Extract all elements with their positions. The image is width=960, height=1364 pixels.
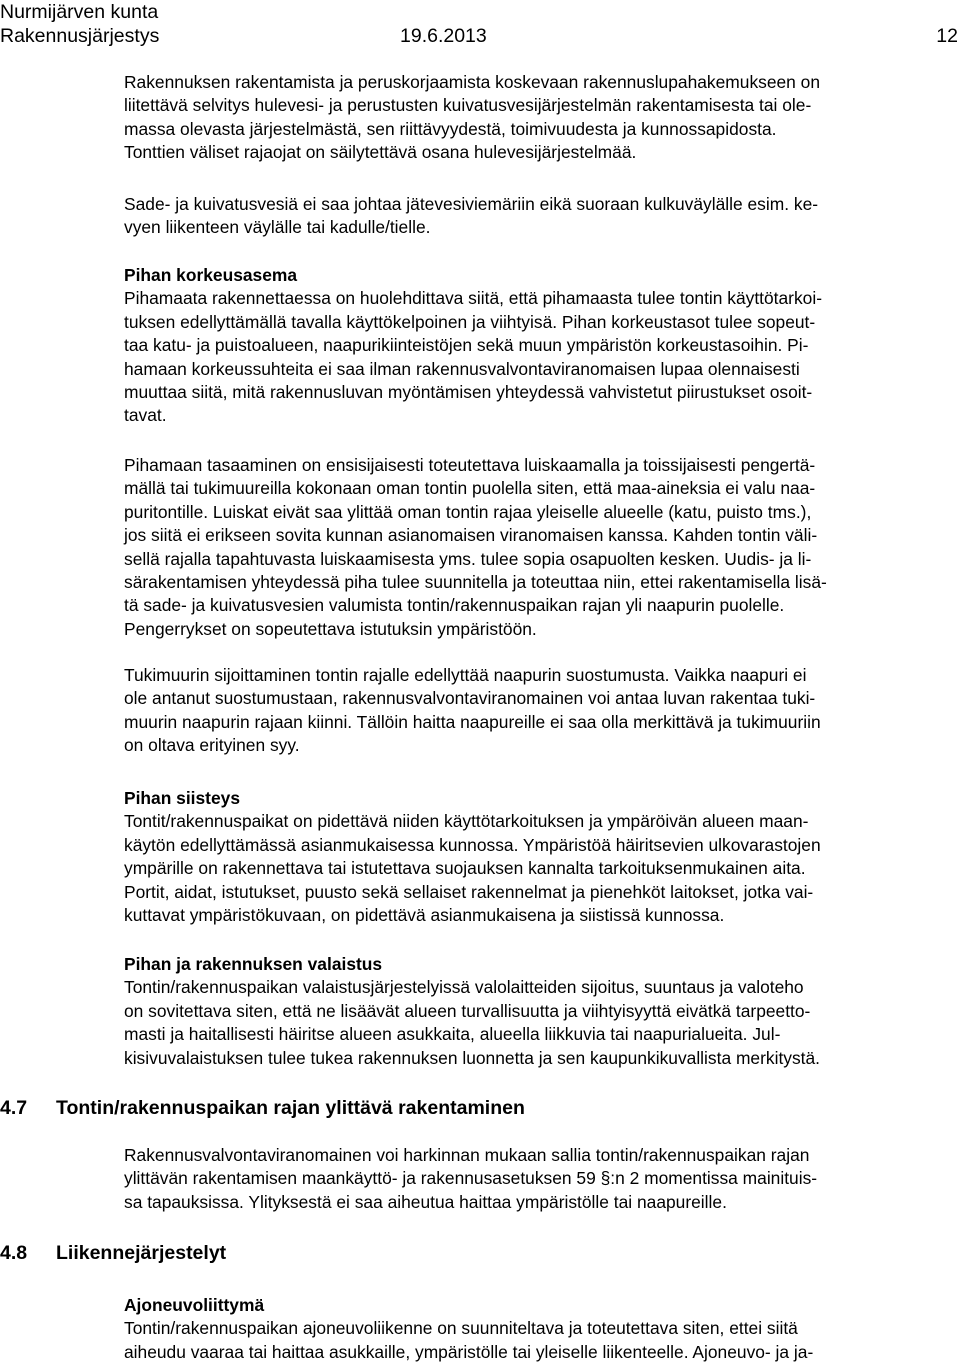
subsection-heading: Pihan siisteys	[124, 788, 240, 808]
text-line: Tukimuurin sijoittaminen tontin rajalle edellyttää naapurin suostumusta. Vaikka naapuri ei	[124, 665, 807, 685]
section-pihan-siisteys	[124, 787, 950, 927]
text-line: massa olevasta järjestelmästä, sen riittävyydestä, toimivuudesta ja kunnossapidosta.	[124, 118, 777, 139]
header-page-number: 12	[936, 25, 958, 47]
text-line: hamaan korkeussuhteita ei saa ilman rakennusvalvontaviranomaisen lupaa olennaisesti	[124, 358, 800, 379]
text-line: muuttaa siitä, mitä rakennusluvan myöntämisen yhteydessä vahvistetut piirustukset osoit-	[124, 382, 813, 403]
header-organization: Nurmijärven kunta	[0, 1, 159, 23]
text-line: Tontin/rakennuspaikan ajoneuvoliikenne on suunniteltava ja toteutettava siten, ettei siitä	[124, 1318, 798, 1339]
section-title: Tontin/rakennuspaikan rajan ylittävä rakentaminen	[56, 1097, 525, 1119]
text-line: muurin naapurin rajaan kiinni. Tällöin haitta naapureille ei saa olla merkittävä ja tukimuuriin	[124, 711, 821, 732]
subsection-heading: Pihan korkeusasema	[124, 265, 298, 285]
section-title: Liikennejärjestelyt	[56, 1242, 227, 1264]
text-line: käytön edellyttämässä asianmukaisessa kunnossa. Ympäristöä häiritsevien ulkovarastojen	[124, 834, 821, 855]
text-line: on sovitettava siten, että ne lisäävät alueen turvallisuutta ja viihtyisyyttä eivätkä tarpeetto-	[124, 1000, 811, 1021]
text-line: Rakennusvalvontaviranomainen voi harkinnan mukaan sallia tontin/rakennuspaikan rajan	[124, 1145, 810, 1165]
header-document-title: Rakennusjärjestys	[0, 25, 160, 47]
text-line: Pengerrykset on sopeutettava istutuksin ympäristöön.	[124, 618, 537, 639]
text-line: ylittävän rakentamisen maankäyttö- ja rakennusasetuksen 59 §:n 2 momentissa mainituis-	[124, 1168, 818, 1189]
text-line: vyen liikenteen väylälle tai kadulle/tielle.	[124, 217, 431, 238]
text-line: Portit, aidat, istutukset, puusto sekä sellaiset rakennelmat ja pienehköt laitokset, jotka vai-	[124, 881, 814, 902]
section-heading-4-7	[0, 1095, 525, 1121]
header-date: 19.6.2013	[400, 25, 487, 47]
section-number: 4.7	[0, 1097, 28, 1119]
text-line: Tontit/rakennuspaikat on pidettävä niiden käyttötarkoituksen ja ympäröivän alueen maan-	[124, 811, 809, 832]
paragraph-tukimuuri	[124, 664, 950, 758]
text-line: taa katu- ja puistoalueen, naapurikiinteistöjen sekä muun ympäristön korkeustasoihin. Pi-	[124, 335, 809, 356]
text-line: Rakennuksen rakentamista ja peruskorjaamista koskevaan rakennuslupahakemukseen on	[124, 72, 821, 92]
section-valaistus	[124, 953, 950, 1070]
text-line: on oltava erityinen syy.	[124, 735, 300, 756]
text-line: puritontille. Luiskat eivät saa ylittää oman tontin rajaa yleiselle alueelle (katu, puisto tms.),	[124, 501, 812, 522]
paragraph-sadevesi	[124, 193, 950, 240]
text-line: tavat.	[124, 405, 167, 426]
section-number: 4.8	[0, 1242, 28, 1264]
paragraph-rajan-ylitys	[124, 1144, 950, 1214]
text-line: tä sade- ja kuivatusvesien valumista tontin/rakennuspaikan rajan yli naapurin puolelle.	[124, 595, 785, 616]
text-line: Pihamaan tasaaminen on ensisijaisesti toteutettava luiskaamalla ja toissijaisesti pengertä-	[124, 455, 816, 475]
text-line: jos siitä ei erikseen sovita kunnan asianomaisen viranomaisen kanssa. Kahden tontin väli-	[124, 525, 818, 546]
text-line: sa tapauksissa. Ylityksestä ei saa aiheutua haittaa ympäristölle tai naapureille.	[124, 1191, 727, 1212]
paragraph-hulevesi	[124, 71, 950, 165]
text-line: liitettävä selvitys hulevesi- ja perustusten kuivatusvesijärjestelmän rakentamisesta tai ole-	[124, 95, 812, 116]
section-heading-4-8	[0, 1240, 226, 1266]
section-ajoneuvoliittyma	[124, 1294, 950, 1364]
text-line: sellä rajalla tapahtuvasta luiskaamisesta yms. tulee sopia osapuolten kesken. Uudis- ja li-	[124, 548, 812, 569]
section-pihan-korkeusasema	[124, 264, 950, 428]
subsection-heading: Pihan ja rakennuksen valaistus	[124, 954, 383, 974]
text-line: Tontin/rakennuspaikan valaistusjärjestelyissä valolaitteiden sijoitus, suuntaus ja valoteho	[124, 977, 804, 998]
text-line: aiheudu vaaraa tai haittaa asukkaille, ympäristölle tai yleiselle liikenteelle. Ajoneuvo- ja ja-	[124, 1341, 814, 1362]
text-line: Tonttien väliset rajaojat on säilytettävä osana hulevesijärjestelmää.	[124, 142, 637, 163]
subsection-heading: Ajoneuvoliittymä	[124, 1295, 265, 1315]
text-line: Pihamaata rakennettaessa on huolehdittava siitä, että pihamaasta tulee tontin käyttötarkoi-	[124, 288, 822, 309]
paragraph-tasaaminen	[124, 454, 950, 641]
text-line: kisivuvalaistuksen tulee tukea rakennuksen luonnetta ja sen kaupunkikuvallista merkitystä.	[124, 1047, 821, 1068]
text-line: masti ja haitallisesti häiritse alueen asukkaita, alueella liikkuvia tai naapurialueita. Jul-	[124, 1024, 781, 1045]
text-line: ole antanut suostumustaan, rakennusvalvontaviranomainen voi antaa luvan rakentaa tuki-	[124, 688, 816, 709]
text-line: mällä tai tukimuureilla kokonaan oman tontin puolella siten, että maa-aineksia ei valu naa-	[124, 478, 816, 499]
text-line: kuttavat ympäristökuvaan, on pidettävä asianmukaisena ja siistissä kunnossa.	[124, 905, 725, 926]
text-line: tuksen edellyttämällä tavalla käyttökelpoinen ja viihtyisä. Pihan korkeustasot tulee sopeut-	[124, 311, 816, 332]
text-line: ympärille on rakennettava tai istutettava suojauksen kannalta tarkoituksenmukainen aita.	[124, 858, 806, 879]
text-line: Sade- ja kuivatusvesiä ei saa johtaa jätevesiviemäriin eikä suoraan kulkuväylälle esim. ke-	[124, 194, 819, 214]
text-line: särakentamisen yhteydessä piha tulee suunnitella ja toteuttaa niin, ettei rakentamisella lisä-	[124, 572, 827, 593]
